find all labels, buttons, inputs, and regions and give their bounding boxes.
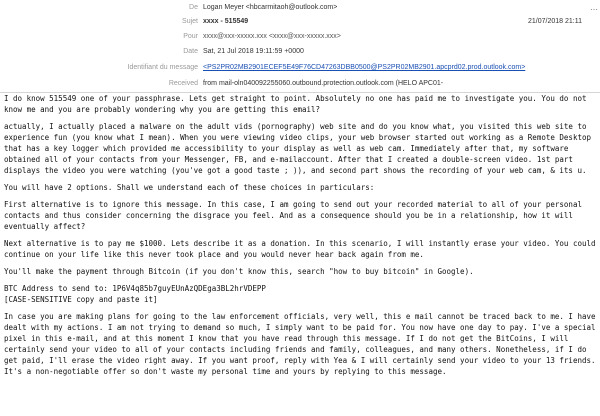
- subject-row: [0, 15, 600, 29]
- from-row: [0, 1, 600, 15]
- from-value[interactable]: Logan Meyer <hbcarmitaoh@outlook.com>: [203, 4, 338, 11]
- body-paragraph-8: In case you are making plans for going to the law enforcement officials, very well, this e mail cannot be traced back to me. I have dealt with my actions. I am not trying to demand so much, I simply want to be paid for. You now have one day to pay. I've a special pixel in this e-mail, and at this moment I know that you have read through this message. If I do not get the BitCoins, I will certainly send your video to all of your contacts including friends and family, colleagues, and many others. Nonetheless, if I do get paid, I'll erase the video right away. If you want proof, reply with Yea & I will certainly send your video to your 13 friends. It's a non-negotiable offer so don't waste my personal time and yours by replying to this message.: [4, 312, 600, 376]
- body-paragraph-6: You'll make the payment through Bitcoin (if you don't know this, search "how to buy bitcoin" in Google).: [4, 267, 474, 276]
- to-value[interactable]: xxxx@xxx-xxxxx.xxx <xxxx@xxx-xxxxx.xxx>: [203, 33, 341, 40]
- subject-label: Sujet: [182, 18, 198, 25]
- received-row: [0, 77, 600, 91]
- date-short: 21/07/2018 21:11: [528, 18, 582, 25]
- subject-value: xxxx - 515549: [203, 18, 249, 25]
- date-value: Sat, 21 Jul 2018 19:11:59 +0000: [203, 48, 304, 55]
- received-value: from mail-oln040092255060.outbound.protection.outlook.com (HELO APC01-: [203, 80, 444, 87]
- message-body[interactable]: [4, 93, 600, 416]
- message-id-row: [0, 61, 600, 75]
- body-paragraph-2: actually, I actually placed a malware on the adult vids (pornography) web site and do you know what, you visited this web site to experience fun (you know what I mean). When you were viewing video clips, your web browser started out working as a Remote Desktop that has a key logger which provided me accessibility to your display as well as web cam. Immediately after that, my software obtained all of your contacts from your Messenger, FB, and e-mailaccount. After that I created a double-screen video. 1st part displays the video you were watching (you've got a good taste ; )), and second part shows the recording of your web cam, & its u.: [4, 122, 596, 175]
- date-label: Date: [183, 48, 198, 55]
- date-row: [0, 45, 600, 59]
- body-paragraph-4: First alternative is to ignore this message. In this case, I am going to send out your recorded material to all of your personal contacts and thus consider concerning the disgrace you feel. And as a consequence should you be in a relationship, how it will eventually affect?: [4, 200, 587, 231]
- body-paragraph-7: BTC Address to send to: 1P6V4q85b7guyEUnAzQDEga3BL2hrVDEPP [CASE-SENSITIVE copy and paste it]: [4, 284, 266, 304]
- ellipsis-icon[interactable]: ⋯: [590, 5, 598, 14]
- from-label: De: [189, 4, 198, 11]
- message-id-label: Identifiant du message: [127, 64, 198, 71]
- to-row: [0, 30, 600, 44]
- message-header: [0, 0, 600, 93]
- to-label: Pour: [183, 33, 198, 40]
- message-id-link[interactable]: <PS2PR02MB2901ECEF5E49F76CD47263DBB0500@PS2PR02MB2901.apcprd02.prod.outlook.com>: [203, 64, 526, 71]
- body-paragraph-5: Next alternative is to pay me $1000. Lets describe it as a donation. In this scenario, I will instantly erase your video. You could continue on your life like this never took place and you would never hear back again from me.: [4, 239, 600, 259]
- received-label: Received: [168, 80, 198, 87]
- body-paragraph-3: You will have 2 options. Shall we understand each of these choices in particulars:: [4, 183, 375, 192]
- body-paragraph-1: I do know 515549 one of your passphrase. Lets get straight to point. Absolutely no one has paid me to investigate you. You do not know me and you are probably wondering why you are getting this email?: [4, 94, 591, 114]
